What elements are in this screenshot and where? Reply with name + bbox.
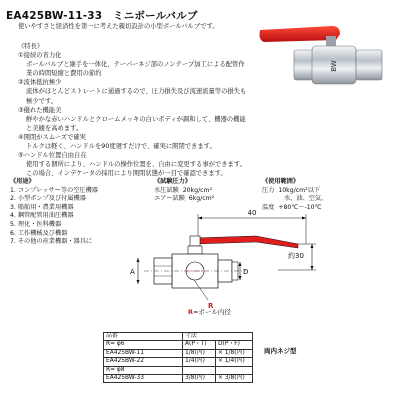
feature-heading: ③優れた機能美 <box>18 106 62 114</box>
thread-type-note: 両内ネジ型 <box>264 347 297 355</box>
table-cell: 1/8(内) <box>183 349 216 357</box>
table-cell: EA425BW-22 <box>104 358 183 366</box>
table-cell: D(P・F) <box>216 341 253 349</box>
table-header-row <box>104 333 253 341</box>
table-cell: 1/4(内) <box>183 358 216 366</box>
usage-range-label: 圧力 <box>262 186 275 194</box>
usage-range-row <box>262 187 327 196</box>
spec-table <box>103 332 253 383</box>
table-row <box>104 366 253 374</box>
dim-top-label: 40 <box>247 209 257 217</box>
feature-heading: ②流体抵抗極少 <box>18 79 62 87</box>
table-cell: R= φ8 <box>104 366 183 374</box>
dim-r-label: R <box>208 302 214 310</box>
diagram-handle <box>194 236 298 248</box>
dim-d-label: D <box>243 268 249 276</box>
table-header-cell: 寸法 <box>183 333 253 341</box>
feature-item <box>18 78 248 105</box>
table-cell: EA425BW-11 <box>104 349 183 357</box>
dim-a-label: A <box>130 268 135 276</box>
feature-detail: 流体がほとんどストレートに通過するので、圧力損失及び流速流量等の損失も極少です。 <box>26 88 247 105</box>
test-pressure-value: 6kg/cm² <box>188 195 215 203</box>
usage-range-value: 10kg/cm²以下 <box>278 186 321 194</box>
product-title: EA425BW-11-33 ミニボールバルブ <box>6 10 198 22</box>
usage-range-label: 温度 <box>262 203 275 211</box>
feature-heading: ①接続の省力化 <box>18 52 62 60</box>
use-item: 3. 船舶用・農業用機器 <box>10 203 74 211</box>
use-item: 1. コンプレッサー等の空圧機器 <box>10 186 98 194</box>
table-row <box>104 358 253 366</box>
caption-r: R <box>188 308 194 316</box>
features-heading: 《特長》 <box>18 43 44 50</box>
feature-detail: 使用する個所により、ハンドルの操作位置を、自由に変更する事ができます。この場合、インデケータの採用により開閉状態が一目で確認できます。 <box>26 161 246 178</box>
feature-detail: ボールバルブと継手を一体化、テーパーネジ部のノンテープ加工による配管作業の時間短縮と費用の節約 <box>26 61 245 78</box>
table-header-cell: 品番 <box>104 333 183 341</box>
dim-right-label: 約30 <box>288 252 304 260</box>
caption-text: =ボール内径 <box>193 308 231 316</box>
uses-heading: 《用途》 <box>10 178 35 185</box>
uses-section <box>10 178 98 247</box>
feature-heading: ⑤ハンドル位置自由自在 <box>18 152 87 160</box>
feature-item <box>18 133 248 151</box>
use-item: 4. 鋼管配管用油圧機器 <box>10 212 74 220</box>
use-item: 6. 工作機械及び機器 <box>10 229 68 237</box>
valve-stem <box>326 36 336 46</box>
test-pressure-label: エアー試験 <box>154 195 185 203</box>
table-cell: A(P・T) <box>183 341 216 349</box>
feature-item <box>18 151 248 178</box>
table-cell <box>216 366 253 374</box>
use-item: 5. 理化・医科機器 <box>10 220 62 228</box>
table-cell <box>183 366 216 374</box>
usage-range-value: +80℃〜-10℃ <box>278 203 322 211</box>
valve-hex-left <box>294 50 314 80</box>
usage-range-value: 水、油、空気、 <box>284 195 328 203</box>
use-item: 7. その他の産業機器・器具に <box>10 238 93 246</box>
table-row <box>104 349 253 357</box>
valve-body-label: BW <box>330 60 338 72</box>
table-cell: × 1/8(内) <box>216 349 253 357</box>
test-pressure-heading: 《試験圧力》 <box>154 178 192 185</box>
table-subheader-row <box>104 341 253 349</box>
feature-item <box>18 106 248 133</box>
feature-detail: 鮮やかな赤いハンドルとクロームメッキの白いボディが調和して、機器の機能と美観を高めます。 <box>26 115 246 132</box>
test-pressure-row <box>154 187 214 196</box>
ball-bore-caption <box>188 307 231 316</box>
table-cell: × 3/8(内) <box>216 375 253 383</box>
feature-item <box>18 51 248 78</box>
table-cell: EA425BW-33 <box>104 375 183 383</box>
test-pressure-value: 20kg/cm² <box>182 186 213 194</box>
usage-range-heading: 《使用範囲》 <box>262 178 300 185</box>
valve-photo <box>252 20 390 88</box>
table-cell: × 1/4(内) <box>216 358 253 366</box>
use-item: 2. 小型ポンプ及び付属機器 <box>10 195 86 203</box>
table-cell: R= φ6 <box>104 341 183 349</box>
table-cell: 3/8(内) <box>183 375 216 383</box>
table-row <box>104 375 253 383</box>
valve-diagram <box>128 200 318 312</box>
valve-hex-right <box>356 50 382 80</box>
feature-detail: トルクは軽く、ハンドルを90度廻すだけで、確実に開閉できます。 <box>26 143 216 151</box>
test-pressure-label: 水圧試験 <box>154 186 179 194</box>
feature-heading: ④開閉がスムーズで確実 <box>18 133 86 141</box>
features-section <box>18 42 248 178</box>
intro-text: 使いやすさと経済性を第一に考えた親切設計の小型ボールバルブです。 <box>18 23 219 30</box>
